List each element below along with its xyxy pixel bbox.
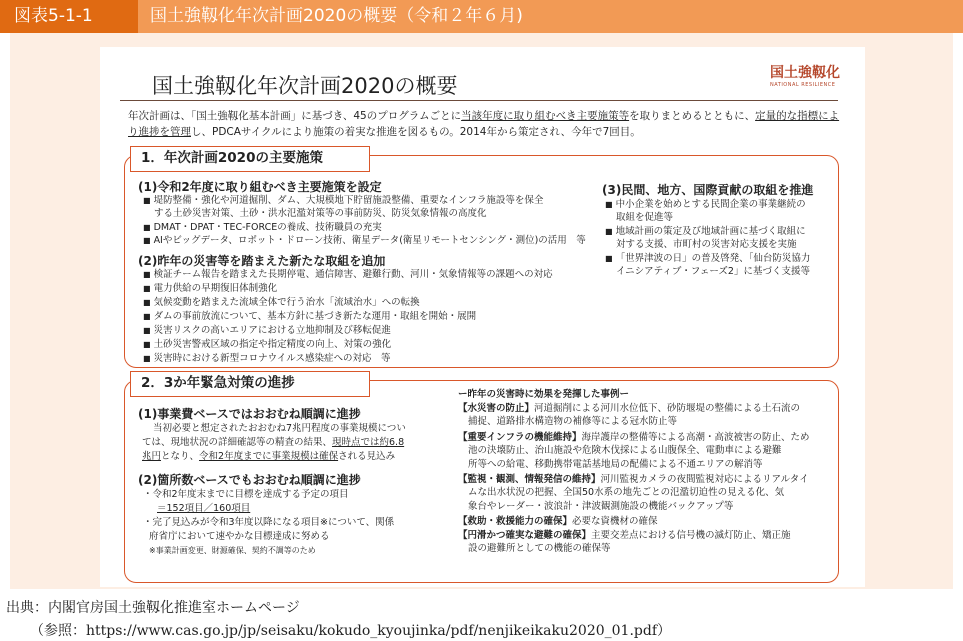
list-item: ■ 電力供給の早期復旧体制強化 (143, 283, 278, 294)
section2-sub2-line3: ・完了見込みが令和3年度以降になる項目※について、関係 (143, 517, 395, 528)
list-item: ■ 気候変動を踏まえた流域全体で行う治水「流域治水」への転換 (143, 297, 420, 308)
case-item: 【重要インフラの機能維持】海岸護岸の整備等による高潮・高波被害の防止、ため 池の決壊防止、治山施設や危険木伐採による山腹保全、電動車による避難 所等への給電、移動携帯電話基地局の配備による不通エリアの解消等 (458, 432, 810, 470)
section1-sub2-title: (2)昨年の災害等を踏まえた新たな取組を追加 (138, 254, 386, 268)
intro-text-2: を取りまとめるとともに、 (629, 110, 756, 122)
case-item: 【水災害の防止】河道掘削による河川水位低下、砂防堰堤の整備による土石流の 捕捉、道路排水構造物の補修等による冠水防止等 (458, 403, 801, 428)
document-title: 国土強靱化年次計画2020の概要 (152, 74, 458, 98)
section2-sub2-line1: ・令和2年度末までに目標を達成する予定の項目 (143, 489, 349, 500)
list-item: ■ 災害時における新型コロナウイルス感染症への対応 等 (143, 353, 391, 364)
title-divider (120, 100, 838, 101)
section2-sub2-footnote: ※事業計画変更、財源確保、契約不調等のため (149, 546, 316, 555)
section1-sub3-title: (3)民間、地方、国際貢献の取組を推進 (602, 183, 814, 197)
section1-heading: 1．年次計画2020の主要施策 (130, 146, 370, 172)
section2-sub2-title: (2)箇所数ベースでもおおむね順調に進捗 (138, 473, 361, 487)
intro-paragraph (128, 108, 840, 140)
section1-sub1-title: (1)令和2年度に取り組むべき主要施策を設定 (138, 180, 382, 194)
section2-sub2-line2: ＝152項目／160項目 (157, 503, 251, 514)
cases-heading: ー昨年の災害時に効果を発揮した事例ー (458, 389, 630, 400)
figure-tag: 図表5-1-1 (0, 0, 138, 33)
list-item: ■ 土砂災害警戒区域の指定や指定精度の向上、対策の強化 (143, 339, 392, 350)
list-item-continuation: 対する支援、市町村の災害対応支援を実施 (616, 239, 797, 250)
section2-sub2-line4: 府省庁において速やかな目標達成に努める (149, 531, 330, 542)
list-item: ■ ダムの事前放流について、基本方針に基づき新たな運用・取組を開始・展開 (143, 311, 477, 322)
source-line: 出典：内閣官房国土強靱化推進室ホームページ (6, 600, 300, 616)
list-item-continuation: イニシアティブ・フェーズ2」に基づく支援等 (616, 266, 810, 277)
list-item: ■ 「世界津波の日」の普及啓発、「仙台防災協力 (605, 253, 811, 264)
case-item: 【監視・観測、情報発信の維持】河川監視カメラの夜間監視対応によるリアルタイ ムな出水状況の把握、全国50水系の地先ごとの氾濫切迫性の見える化、気 象台やレーダー・波浪計・津波観測施設の機能バックアップ等 (458, 474, 809, 512)
list-item-continuation: する土砂災害対策、土砂・洪水氾濫対策等の事前防災、防災気象情報の高度化 (154, 208, 487, 219)
intro-underline-2: 定量的な指標により進捗を管理 (128, 110, 840, 138)
list-item: ■ AIやビッグデータ、ロボット・ドローン技術、衛星データ(衛星リモートセンシング・測位)の活用 等 (143, 235, 586, 246)
list-item: ■ 災害リスクの高いエリアにおける立地抑制及び移転促進 (143, 325, 391, 336)
list-item: ■ DMAT・DPAT・TEC-FORCEの養成、技術職員の充実 (143, 222, 382, 233)
list-item: ■ 堤防整備・強化や河道掘削、ダム、大規模地下貯留施設整備、重要なインフラ施設等を保全 (143, 195, 544, 206)
intro-text-1: 年次計画は、「国土強靱化基本計画」に基づき、45のプログラムごとに (128, 110, 462, 122)
section2-sub1-line1: 当初必要と想定されたおおむね7兆円程度の事業規模につい (153, 423, 406, 434)
intro-underline-1: 当該年度に取り組むべき主要施策等 (461, 110, 630, 122)
section2-sub1-line3: 兆円となり、令和2年度までに事業規模は確保される見込み (142, 451, 396, 462)
source-url: （参照：https://www.cas.go.jp/jp/seisaku/kokudo_kyoujinka/pdf/nenjikeikaku2020_01.pdf） (30, 623, 672, 639)
case-item: 【救助・救援能力の確保】必要な資機材の確保 (458, 516, 658, 527)
list-item: ■ 検証チーム報告を踏まえた長期停電、通信障害、避難行動、河川・気象情報等の課題への対応 (143, 269, 553, 280)
list-item-continuation: 取組を促進等 (616, 212, 674, 223)
case-item: 【円滑かつ確実な避難の確保】主要交差点における信号機の滅灯防止、矯正施 設の避難所としての機能の確保等 (458, 530, 791, 555)
section2-sub1-title: (1)事業費ベースではおおむね順調に進捗 (138, 407, 361, 421)
kokudo-kyoujinka-logo: 国土強靱化 (770, 65, 840, 81)
intro-text-3: し、PDCAサイクルにより施策の着実な推進を図るもの。2014年から策定され、今年で7回目。 (191, 126, 641, 138)
list-item: ■ 地域計画の策定及び地域計画に基づく取組に (605, 226, 806, 237)
section2-heading: 2．3か年緊急対策の進捗 (130, 371, 370, 397)
section2-sub1-line2: ては、現地状況の詳細確認等の精査の結果、現時点では約6.8 (142, 437, 405, 448)
list-item: ■ 中小企業を始めとする民間企業の事業継続の (605, 199, 806, 210)
figure-title: 国土強靱化年次計画2020の概要（令和２年６月) (150, 6, 523, 26)
logo-subtitle: NATIONAL RESILIENCE (770, 82, 836, 88)
